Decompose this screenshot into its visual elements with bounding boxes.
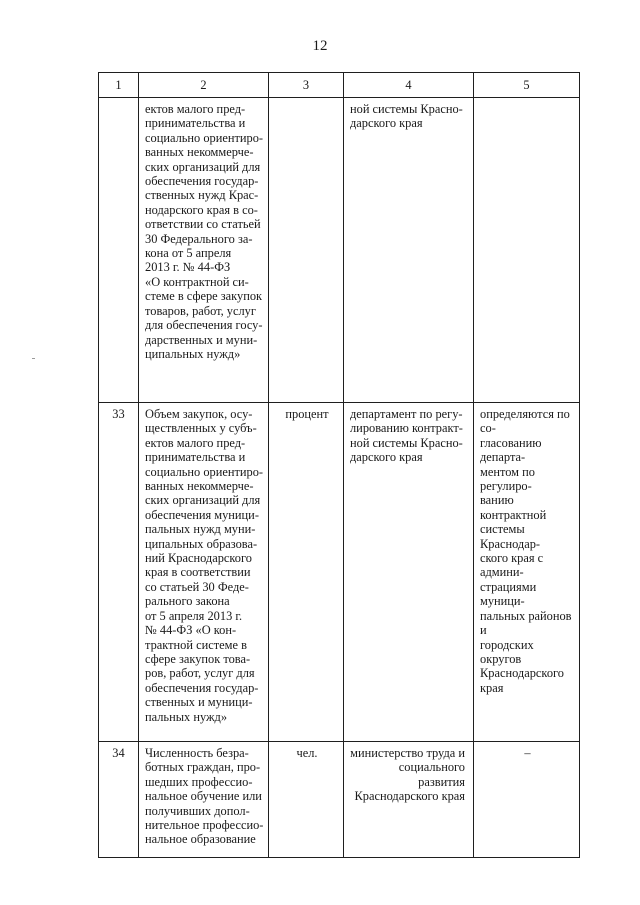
unit-of-measure: процент — [269, 403, 344, 742]
calculation-method — [474, 98, 580, 403]
indicators-table — [98, 72, 580, 858]
header-col-4: 4 — [344, 73, 474, 98]
data-source: министерство труда и социального развития Краснодарского края — [344, 742, 474, 858]
header-col-1: 1 — [99, 73, 139, 98]
table-row — [99, 742, 580, 858]
calculation-method: – — [474, 742, 580, 858]
header-col-3: 3 — [269, 73, 344, 98]
row-number — [99, 98, 139, 403]
table-row — [99, 403, 580, 742]
indicator-name: Численность безра- ботных граждан, про- шедших профессио- нальное обучение или получивших допол- нительное профессио- нальное образование — [139, 742, 269, 858]
row-number: 34 — [99, 742, 139, 858]
scan-artifact — [32, 358, 35, 359]
unit-of-measure: чел. — [269, 742, 344, 858]
table-row — [99, 98, 580, 403]
header-col-5: 5 — [474, 73, 580, 98]
data-source: ной системы Красно- дарского края — [344, 98, 474, 403]
row-number: 33 — [99, 403, 139, 742]
calculation-method: определяются по со- гласованию департа- ментом по регулиро- ванию контрактной системы Краснодар- ского края с админи- страциями муници- пальных районов и городских округов Краснодарского края — [474, 403, 580, 742]
indicator-name: ектов малого пред- принимательства и социально ориентиро- ванных некоммерче- ских организаций для обеспечения государ- ственных нужд Крас- нодарского края в со- ответствии со статьей 30 Федерального за- кона от 5 апреля 2013 г. № 44-ФЗ «О контрактной си- стеме в сфере закупок товаров, работ, услуг для обеспечения госу- дарственных и муни- ципальных нужд» — [139, 98, 269, 403]
data-source: департамент по регу- лированию контракт- ной системы Красно- дарского края — [344, 403, 474, 742]
unit-of-measure — [269, 98, 344, 403]
header-col-2: 2 — [139, 73, 269, 98]
page-number: 12 — [312, 38, 328, 54]
indicator-name: Объем закупок, осу- ществленных у субъ- ектов малого пред- принимательства и социально ориентиро- ванных некоммерче- ских организаций для обеспечения муници- пальных нужд муни- ципальных образова- ний Краснодарского края в соответствии со статьей 30 Феде- рального закона от 5 апреля 2013 г. № 44-ФЗ «О кон- трактной системе в сфере закупок това- ров, работ, услуг для обеспечения государ- ственных и муници- пальных нужд» — [139, 403, 269, 742]
table-header-row — [99, 73, 580, 98]
